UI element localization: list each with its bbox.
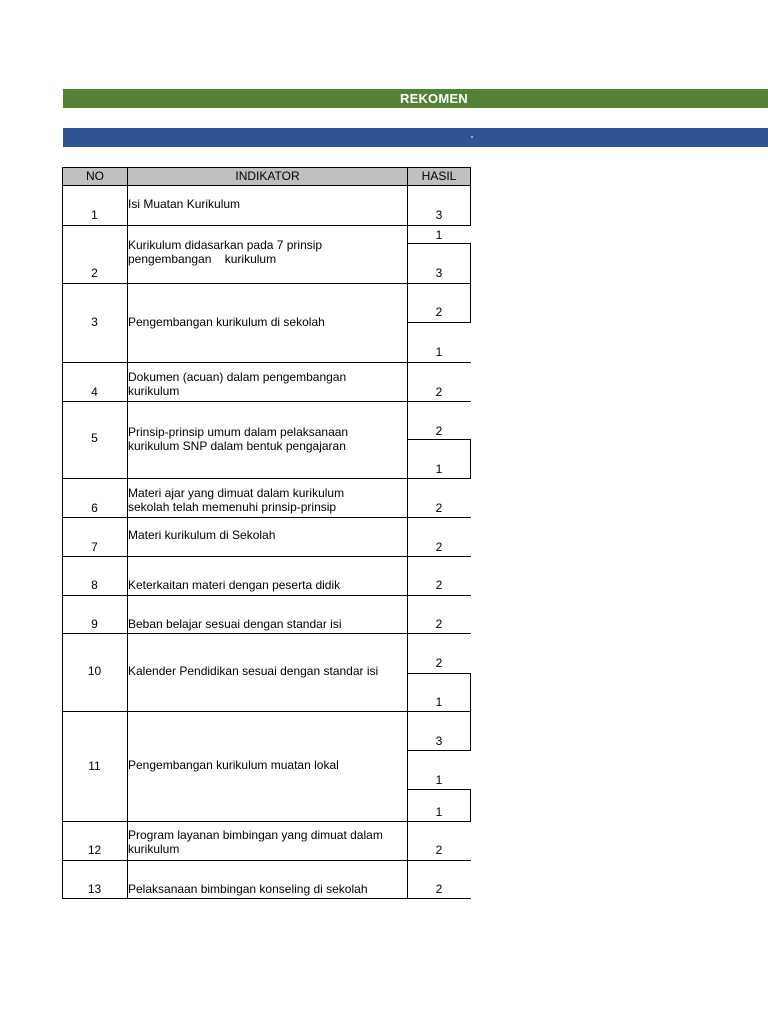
row-divider <box>62 821 471 822</box>
row-divider <box>62 595 471 596</box>
row-hasil: 3 <box>435 734 443 748</box>
row-indikator: Kalender Pendidikan sesuai dengan standar isi <box>128 664 379 678</box>
row-indikator: Kurikulum didasarkan pada 7 prinsip pengembangan kurikulum <box>128 238 323 266</box>
row-no: 1 <box>91 208 98 222</box>
row-no: 9 <box>91 617 98 631</box>
table-bottom-border <box>62 898 471 899</box>
row-indikator: Materi kurikulum di Sekolah <box>128 528 276 542</box>
header-no: NO <box>62 167 128 186</box>
header-indikator: INDIKATOR <box>127 167 408 186</box>
row-hasil: 1 <box>435 345 443 359</box>
row-hasil: 1 <box>435 695 443 709</box>
row-no: 12 <box>87 843 102 857</box>
section-banner <box>63 128 768 147</box>
row-divider <box>62 633 471 634</box>
row-hasil: 2 <box>435 656 443 670</box>
hasil-right-border <box>470 283 471 322</box>
hasil-right-border <box>470 185 471 225</box>
title-banner <box>63 89 768 108</box>
row-no: 11 <box>88 759 101 773</box>
hasil-divider <box>407 243 471 244</box>
row-no: 5 <box>91 431 98 445</box>
row-indikator: Pengembangan kurikulum muatan lokal <box>128 758 339 772</box>
row-hasil: 2 <box>435 882 443 896</box>
row-hasil: 2 <box>435 540 443 554</box>
row-no: 8 <box>91 578 98 592</box>
row-hasil: 1 <box>435 773 443 787</box>
row-indikator: Program layanan bimbingan yang dimuat dalam kurikulum <box>128 828 383 856</box>
row-no: 7 <box>91 540 98 554</box>
row-indikator: Materi ajar yang dimuat dalam kurikulum sekolah telah memenuhi prinsip-prinsip <box>128 486 345 514</box>
hasil-divider <box>407 750 471 751</box>
row-indikator: Pengembangan kurikulum di sekolah <box>128 315 325 329</box>
hasil-right-border <box>470 673 471 711</box>
row-hasil: 2 <box>435 617 443 631</box>
row-hasil: 3 <box>435 266 443 280</box>
hasil-divider <box>407 439 471 440</box>
row-hasil: 2 <box>435 385 443 399</box>
row-hasil: 1 <box>435 228 443 242</box>
row-divider <box>62 283 471 284</box>
row-no: 6 <box>91 501 98 515</box>
row-divider <box>62 556 471 557</box>
hasil-right-border <box>470 439 471 478</box>
row-indikator: Prinsip-prinsip umum dalam pelaksanaan kurikulum SNP dalam bentuk pengajaran <box>128 425 349 453</box>
row-hasil: 1 <box>435 805 443 819</box>
row-no: 13 <box>87 882 102 896</box>
indicator-table <box>62 167 471 899</box>
row-no: 2 <box>91 266 98 280</box>
row-divider <box>62 860 471 861</box>
row-hasil: 3 <box>435 208 443 222</box>
hasil-divider <box>407 322 471 323</box>
row-divider <box>62 478 471 479</box>
hasil-divider <box>407 673 471 674</box>
row-hasil: 2 <box>435 305 443 319</box>
row-hasil: 2 <box>435 424 443 438</box>
row-divider <box>62 362 471 363</box>
row-hasil: 2 <box>435 578 443 592</box>
row-divider <box>62 225 471 226</box>
banner-marker <box>471 136 473 138</box>
col-divider-1 <box>127 185 128 899</box>
row-hasil: 1 <box>435 462 443 476</box>
row-divider <box>62 711 471 712</box>
row-divider <box>62 517 471 518</box>
row-no: 4 <box>91 385 98 399</box>
hasil-divider <box>407 789 471 790</box>
row-hasil: 2 <box>435 843 443 857</box>
row-no: 10 <box>87 664 102 678</box>
row-indikator: Beban belajar sesuai dengan standar isi <box>128 617 342 631</box>
row-no: 3 <box>91 315 98 329</box>
row-divider <box>62 401 471 402</box>
hasil-right-border <box>470 789 471 821</box>
row-indikator: Dokumen (acuan) dalam pengembangan kurikulum <box>128 370 347 398</box>
header-hasil: HASIL <box>407 167 471 186</box>
row-indikator: Isi Muatan Kurikulum <box>128 197 241 211</box>
banner-title: REKOMEN <box>400 91 468 106</box>
hasil-right-border <box>470 711 471 750</box>
row-indikator: Keterkaitan materi dengan peserta didik <box>128 578 341 592</box>
row-indikator: Pelaksanaan bimbingan konseling di sekolah <box>128 882 368 896</box>
hasil-right-border <box>470 243 471 283</box>
row-hasil: 2 <box>435 501 443 515</box>
